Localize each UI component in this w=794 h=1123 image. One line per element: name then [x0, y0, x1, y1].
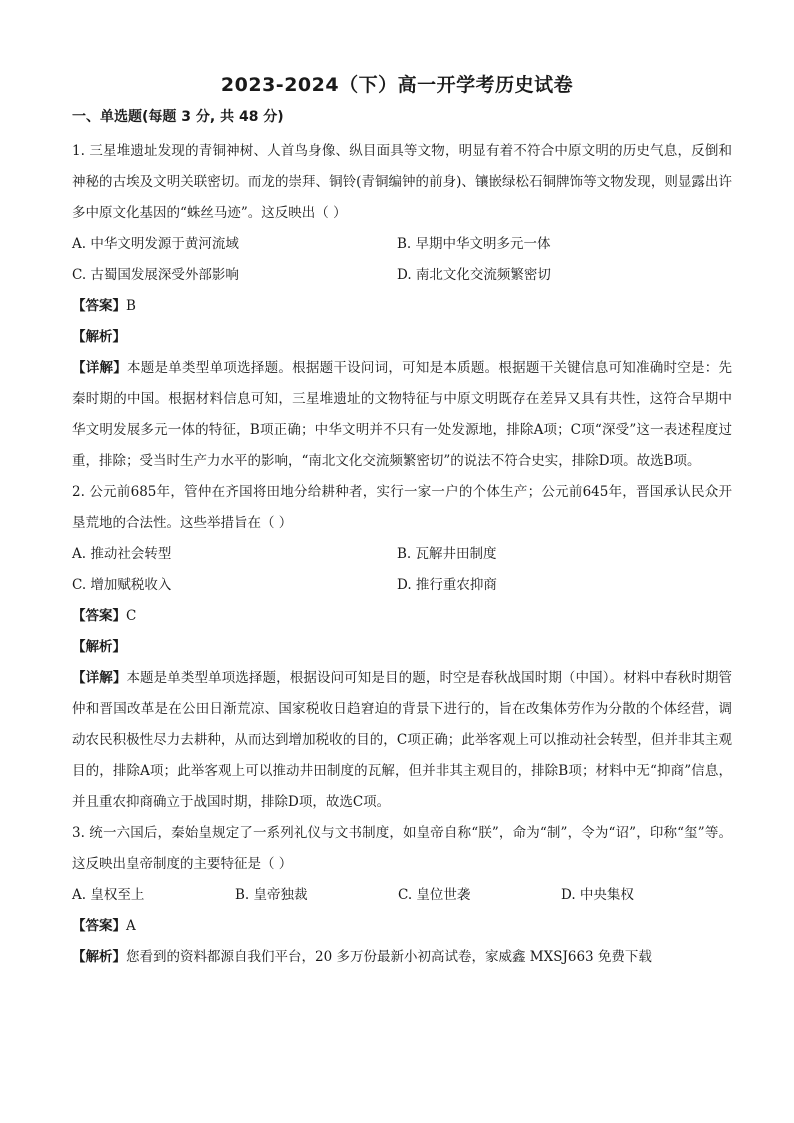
analysis-label: 【解析】 — [72, 329, 126, 345]
question-2-options — [72, 539, 732, 601]
option-b: B. 早期中华文明多元一体 — [397, 236, 551, 252]
question-3-options — [72, 880, 732, 911]
question-1-stem: 1. 三星堆遗址发现的青铜神树、人首鸟身像、纵目面具等文物，明显有着不符合中原文明的历史气息，反倒和神秘的古埃及文明关联密切。而龙的崇拜、铜铃(青铜编钟的前身)、镶嵌绿松石铜牌饰等文物发现，则显露出许多中原文化基因的“蛛丝马迹”。这反映出（ ） — [72, 143, 732, 221]
option-d: D. 推行重农抑商 — [397, 577, 497, 593]
question-3-analysis — [72, 942, 732, 973]
questions-content — [72, 136, 732, 973]
question-2-detail — [72, 663, 732, 818]
detail-text: 本题是单类型单项选择题，根据设问可知是目的题，时空是春秋战国时期（中国）。材料中春秋时期管仲和晋国改革是在公田日渐荒凉、国家税收日趋窘迫的背景下进行的，旨在改集体劳作为分散的个体经营，调动农民积极性尽力去耕种，从而达到增加税收的目的，C项正确；此举客观上可以推动社会转型，但并非其主观目的，排除A项；此举客观上可以推动井田制度的瓦解，但并非其主观目的，排除B项；材料中无“抑商”信息，并且重农抑商确立于战国时期，排除D项，故选C项。 — [72, 670, 732, 810]
option-a: A. 中华文明发源于黄河流域 — [72, 236, 239, 252]
question-1-detail — [72, 353, 732, 477]
option-d: D. 中央集权 — [561, 887, 634, 903]
question-1-analysis — [72, 322, 732, 353]
answer-value: C — [126, 608, 137, 624]
question-1-answer — [72, 291, 732, 322]
question-1-options — [72, 229, 732, 291]
analysis-note: 您看到的资料都源自我们平台，20 多万份最新小初高试卷，家威鑫 MXSJ663 免费下载 — [126, 949, 652, 965]
question-2-analysis — [72, 632, 732, 663]
option-b: B. 皇帝独裁 — [235, 887, 308, 903]
question-2-answer — [72, 601, 732, 632]
option-a: A. 推动社会转型 — [72, 546, 172, 562]
option-c: C. 古蜀国发展深受外部影响 — [72, 267, 239, 283]
detail-label: 【详解】 — [72, 670, 127, 686]
option-b: B. 瓦解井田制度 — [397, 546, 497, 562]
analysis-label: 【解析】 — [72, 639, 126, 655]
question-2-stem: 2. 公元前685年，管仲在齐国将田地分给耕种者，实行一家一户的个体生产；公元前645年，晋国承认民众开垦荒地的合法性。这些举措旨在（ ） — [72, 484, 732, 531]
answer-value: A — [126, 918, 136, 934]
page-title: 2023-2024（下）高一开学考历史试卷 — [220, 74, 574, 96]
option-a: A. 皇权至上 — [72, 887, 145, 903]
section-heading: 一、单选题(每题 3 分, 共 48 分) — [72, 109, 284, 125]
detail-label: 【详解】 — [72, 360, 128, 376]
question-3-answer — [72, 911, 732, 942]
option-c: C. 皇位世袭 — [398, 887, 471, 903]
answer-label: 【答案】 — [72, 608, 126, 624]
answer-label: 【答案】 — [72, 298, 126, 314]
answer-value: B — [126, 298, 136, 314]
detail-text: 本题是单类型单项选择题。根据题干设问词，可知是本质题。根据题干关键信息可知准确时空是：先秦时期的中国。根据材料信息可知，三星堆遗址的文物特征与中原文明既存在差异又具有共性，这符合早期中华文明发展多元一体的特征，B项正确；中华文明并不只有一处发源地，排除A项；C项“深受”这一表述程度过重，排除；受当时生产力水平的影响，“南北文化交流频繁密切”的说法不符合史实，排除D项。故选B项。 — [72, 360, 733, 469]
option-c: C. 增加赋税收入 — [72, 577, 172, 593]
answer-label: 【答案】 — [72, 918, 126, 934]
option-d: D. 南北文化交流频繁密切 — [397, 267, 551, 283]
question-3-stem: 3. 统一六国后，秦始皇规定了一系列礼仪与文书制度，如皇帝自称“朕”，命为“制”，令为“诏”，印称“玺”等。这反映出皇帝制度的主要特征是（ ） — [72, 825, 732, 872]
analysis-label: 【解析】 — [72, 949, 126, 965]
